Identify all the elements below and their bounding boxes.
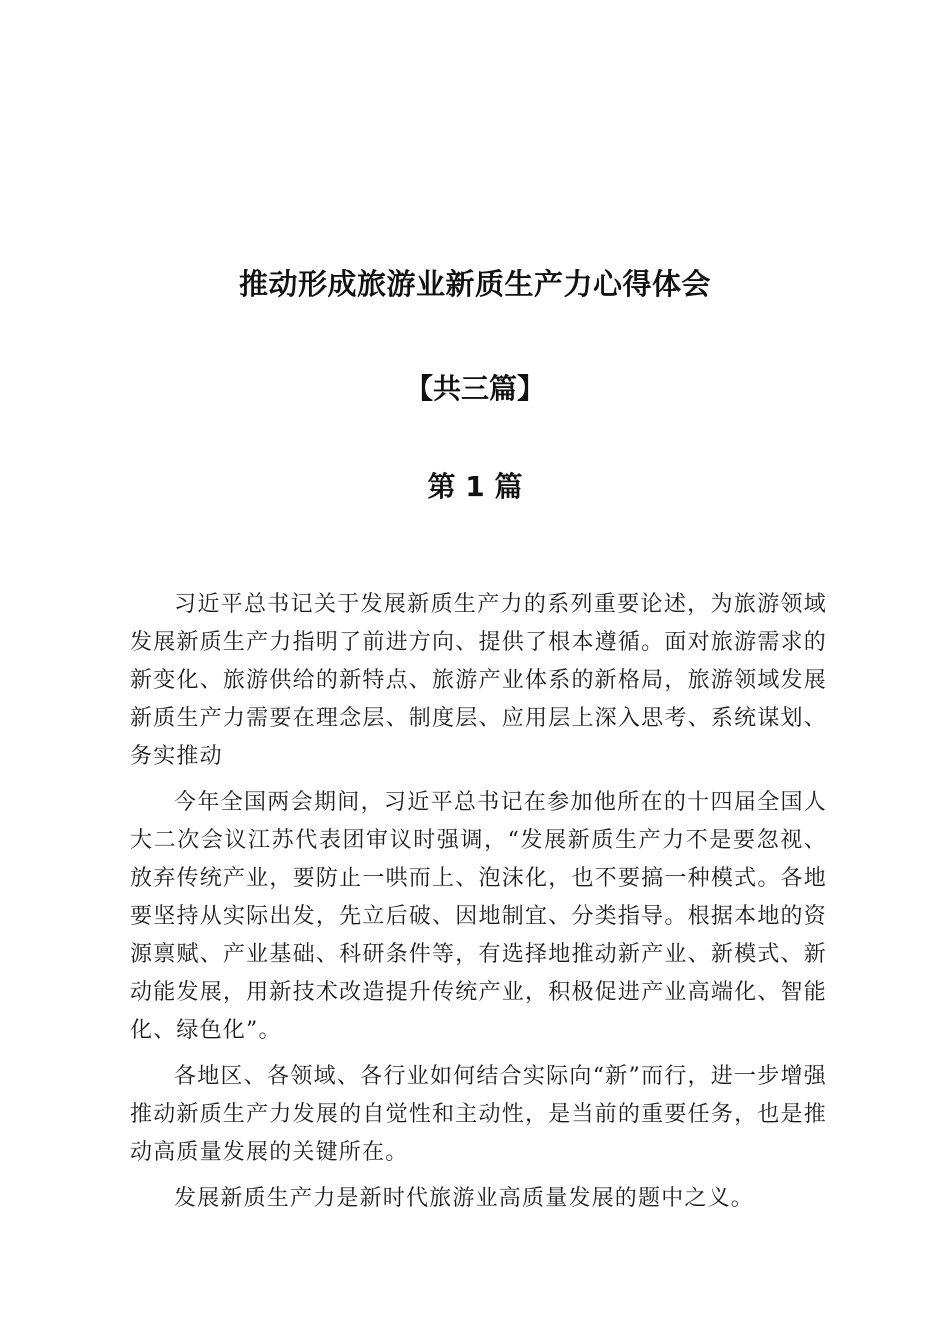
paragraph-1: 习近平总书记关于发展新质生产力的系列重要论述，为旅游领域发展新质生产力指明了前进方向、提供了根本遵循。面对旅游需求的新变化、旅游供给的新特点、旅游产业体系的新格局，旅游领域发展新质生产力需要在理念层、制度层、应用层上深入思考、系统谋划、务实推动 [130, 592, 827, 769]
paragraph-2: 今年全国两会期间，习近平总书记在参加他所在的十四届全国人大二次会议江苏代表团审议时强调，“发展新质生产力不是要忽视、放弃传统产业，要防止一哄而上、泡沫化，也不要搞一种模式。各地要坚持从实际出发，先立后破、因地制宜、分类指导。根据本地的资源禀赋、产业基础、科研条件等，有选择地推动新产业、新模式、新动能发展，用新技术改造提升传统产业，积极促进产业高端化、智能化、绿色化”。 [130, 790, 827, 1043]
paragraph-3: 各地区、各领域、各行业如何结合实际向“新”而行，进一步增强推动新质生产力发展的自觉性和主动性，是当前的重要任务，也是推动高质量发展的关键所在。 [130, 1064, 827, 1165]
part-heading: 第 1 篇 [427, 470, 523, 503]
document-title: 推动形成旅游业新质生产力心得体会 [238, 267, 711, 301]
paragraph-4: 发展新质生产力是新时代旅游业高质量发展的题中之义。 [174, 1186, 755, 1211]
document-body [130, 586, 827, 1226]
document-subtitle: 【共三篇】 [404, 372, 545, 405]
